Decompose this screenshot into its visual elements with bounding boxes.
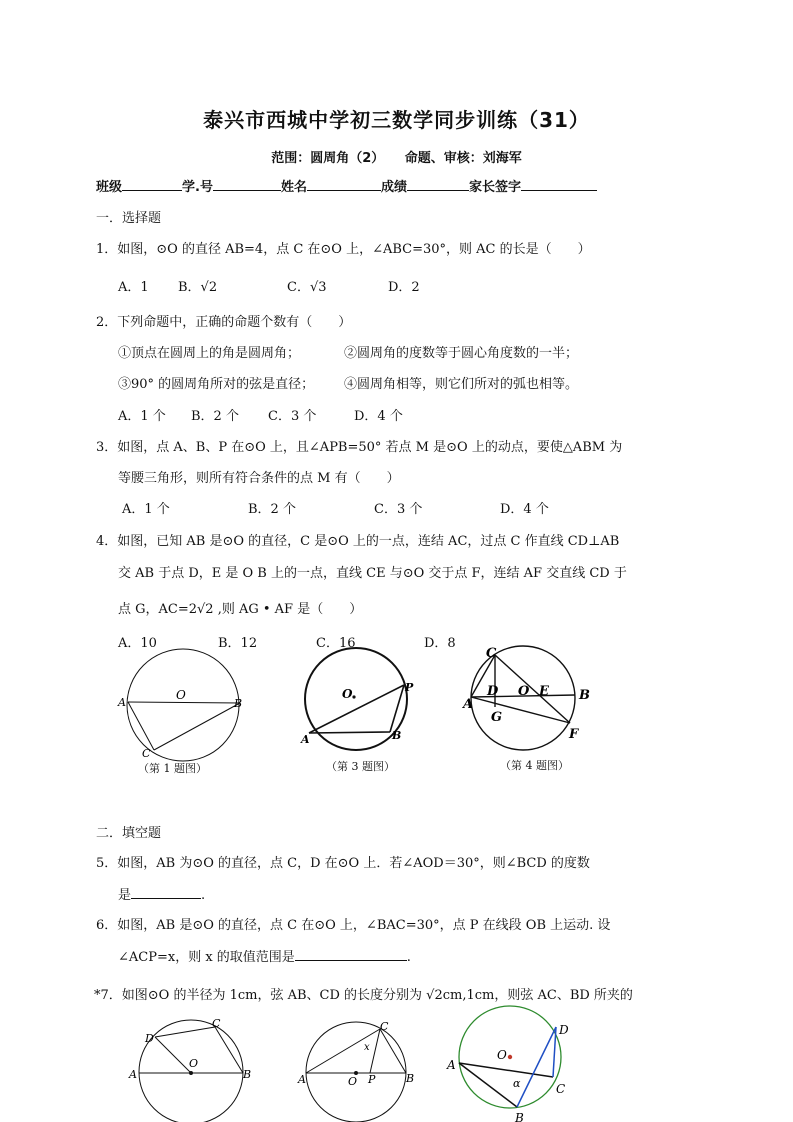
fig7-label-c: C	[556, 1082, 566, 1096]
fig3-chord-ap	[309, 685, 404, 733]
fig7-label-b: B	[515, 1111, 524, 1122]
parent-signature-field[interactable]	[521, 178, 597, 191]
fig3-center-dot	[352, 695, 355, 698]
question-2-text: 2．下列命题中，正确的命题个数有（ ）	[96, 315, 352, 330]
fig5-label-b: B	[243, 1068, 252, 1081]
figure-4-caption: （第 4 题图）	[500, 759, 569, 772]
section-heading-choice: 一．选择题	[96, 211, 162, 226]
q3-option-a: A．1 个	[122, 502, 170, 517]
fig6-line-cp	[370, 1029, 380, 1073]
fig3-chord-ab	[309, 732, 390, 733]
q2-option-c: C．3 个	[268, 409, 317, 424]
fig1-diameter-ab	[128, 702, 240, 703]
fig4-label-c: C	[486, 646, 497, 661]
question-4-text-line2: 交 AB 于点 D，E 是 O B 上的一点，直线 CE 与⊙O 交于点 F，连结 AF 交直线 CD 于	[118, 566, 627, 581]
fig6-label-a: A	[298, 1073, 306, 1086]
fig5-chord-dc	[155, 1027, 215, 1037]
fig7-chord-bd	[517, 1027, 556, 1107]
q1-option-c: C．√3	[287, 280, 327, 295]
question-3-text-line1: 3．如图，点 A、B、P 在⊙O 上，且∠APB=50° 若点 M 是⊙O 上的动点，要使△ABM 为	[96, 440, 623, 455]
fig1-circle	[127, 649, 239, 761]
fig5-label-a: A	[129, 1068, 137, 1081]
fig7-label-a: A	[447, 1058, 456, 1072]
author-text: 命题、审核：刘海军	[404, 151, 522, 166]
question-5-text-line1: 5．如图，AB 为⊙O 的直径，点 C，D 在⊙O 上．若∠AOD＝30°，则∠BCD 的度数	[96, 856, 590, 871]
fig3-label-b: B	[392, 729, 402, 742]
figure-5-diagram	[125, 1015, 260, 1122]
fig7-center-dot	[508, 1055, 512, 1059]
figure-3-diagram	[298, 647, 428, 759]
fig4-label-a: A	[463, 697, 474, 712]
q6-answer-blank[interactable]	[295, 948, 407, 961]
fig1-label-a: A	[118, 696, 126, 709]
fig6-label-p: P	[368, 1073, 376, 1086]
q3-option-d: D．4 个	[500, 502, 549, 517]
student-no-field[interactable]	[213, 178, 281, 191]
fig5-radius-od	[155, 1037, 191, 1073]
q1-option-b: B．√2	[178, 280, 218, 295]
fig1-label-b: B	[234, 697, 243, 710]
q2-option-a: A．1 个	[118, 409, 166, 424]
score-label: 成绩	[380, 180, 407, 195]
q6-prefix: ∠ACP=x，则 x 的取值范围是	[118, 950, 295, 965]
fig1-chord-cb	[154, 703, 240, 750]
fig6-label-x: x	[364, 1042, 370, 1053]
figure-1-caption: （第 1 题图）	[138, 762, 207, 775]
fig5-label-o: O	[189, 1057, 199, 1070]
fig4-label-b: B	[579, 688, 590, 703]
fig7-label-alpha: α	[513, 1077, 521, 1090]
question-3-text-line2: 等腰三角形，则所有符合条件的点 M 有（ ）	[118, 471, 400, 486]
fig6-label-c: C	[380, 1020, 389, 1033]
figure-3-caption: （第 3 题图）	[326, 760, 395, 773]
class-label: 班级	[96, 180, 123, 195]
section-heading-fill: 二．填空题	[96, 826, 162, 841]
scope-text: 范围：圆周角（2）	[271, 151, 385, 166]
question-6-text-line1: 6．如图，AB 是⊙O 的直径，点 C 在⊙O 上，∠BAC=30°，点 P 在线段 OB 上运动. 设	[96, 918, 611, 933]
q4-option-d: D．8	[424, 636, 456, 651]
q4-option-c: C．16	[316, 636, 356, 651]
question-4-text-line1: 4．如图，已知 AB 是⊙O 的直径，C 是⊙O 上的一点，连结 AC，过点 C 作直线 CD⊥AB	[96, 534, 620, 549]
figure-6-diagram	[296, 1015, 421, 1122]
fig1-label-c: C	[142, 747, 151, 760]
fig5-chord-cb	[215, 1027, 243, 1073]
fig7-label-o: O	[497, 1048, 507, 1062]
fig4-label-o: O	[518, 684, 530, 699]
question-1-text: 1．如图，⊙O 的直径 AB=4，点 C 在⊙O 上，∠ABC=30°，则 AC 的长是（ ）	[96, 242, 591, 257]
figure-7-diagram	[443, 1005, 583, 1122]
q3-option-c: C．3 个	[374, 502, 423, 517]
q4-option-a: A．10	[118, 636, 157, 651]
q1-option-a: A．1	[118, 280, 149, 295]
question-6-text-line2: ∠ACP=x，则 x 的取值范围是 .	[118, 950, 411, 965]
name-label: 姓名	[280, 180, 307, 195]
fig6-label-b: B	[406, 1072, 415, 1085]
score-field[interactable]	[407, 178, 469, 191]
q1-option-d: D．2	[388, 280, 420, 295]
fig5-label-c: C	[212, 1017, 221, 1030]
q5-prefix: 是	[118, 888, 132, 903]
fig5-center-dot	[189, 1071, 193, 1075]
fig1-label-o: O	[176, 688, 186, 702]
q4-option-b: B．12	[218, 636, 258, 651]
figure-4-diagram	[460, 645, 600, 763]
page-title: 泰兴市西城中学初三数学同步训练（31）	[203, 108, 590, 132]
q2-statement-1: ①顶点在圆周上的角是圆周角；	[118, 346, 301, 361]
student-no-label: 学.号	[182, 180, 213, 195]
name-field[interactable]	[307, 178, 381, 191]
q2-statement-4: ④圆周角相等，则它们所对的弧也相等。	[344, 377, 579, 392]
fig4-label-d: D	[487, 684, 499, 699]
fig7-chord-ac	[459, 1063, 553, 1077]
fig3-label-a: A	[301, 733, 310, 746]
figure-1-diagram	[110, 655, 260, 775]
fig6-label-o: O	[348, 1075, 358, 1088]
question-7-text: *7．如图⊙O 的半径为 1cm，弦 AB、CD 的长度分别为 √2cm,1cm，则弦 AC、BD 所夹的	[94, 988, 633, 1003]
q2-statement-2: ②圆周角的度数等于圆心角度数的一半；	[344, 346, 579, 361]
class-field[interactable]	[122, 178, 182, 191]
q5-answer-blank[interactable]	[131, 886, 201, 899]
fig3-chord-bp	[390, 685, 404, 732]
fig7-label-d: D	[559, 1023, 569, 1037]
question-4-text-line3: 点 G，AC=2√2 ,则 AG • AF 是（ ）	[118, 602, 363, 617]
q2-option-b: B．2 个	[191, 409, 239, 424]
q2-option-d: D．4 个	[354, 409, 403, 424]
fig3-label-p: P	[405, 681, 414, 694]
question-5-text-line2: 是 .	[118, 888, 206, 903]
parent-signature-label: 家长签字	[469, 180, 522, 195]
fig4-label-g: G	[491, 710, 503, 725]
fig4-label-f: F	[569, 727, 579, 742]
fig3-label-o: O	[342, 687, 353, 701]
subtitle	[0, 147, 793, 166]
q3-option-b: B．2 个	[248, 502, 296, 517]
student-info-bar	[96, 176, 597, 195]
fig4-label-e: E	[539, 684, 549, 699]
fig7-chord-dc	[553, 1027, 556, 1077]
q2-statement-3: ③90° 的圆周角所对的弦是直径；	[118, 377, 315, 392]
fig5-label-d: D	[145, 1032, 154, 1045]
fig6-chord-cb	[380, 1029, 406, 1073]
fig1-chord-ac	[128, 702, 154, 750]
